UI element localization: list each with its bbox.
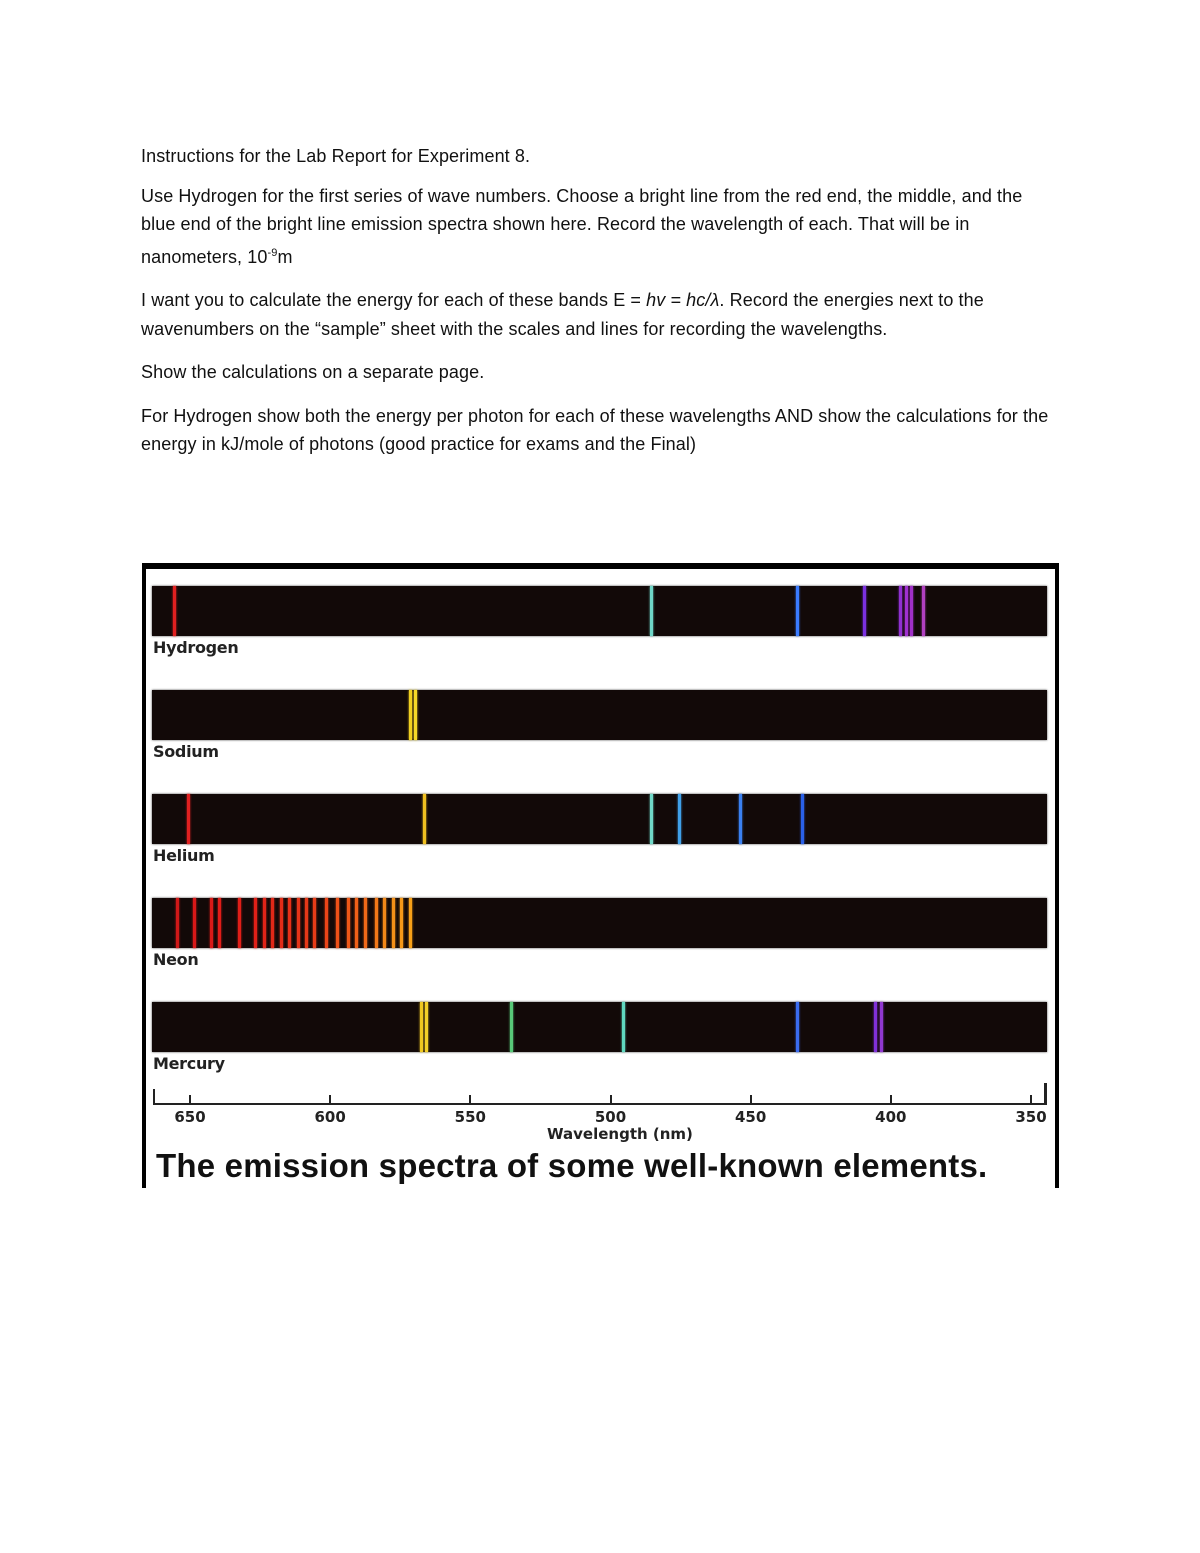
figure-caption: The emission spectra of some well-known elements. bbox=[156, 1147, 988, 1184]
emission-line bbox=[254, 898, 257, 948]
emission-line bbox=[187, 794, 190, 844]
emission-line bbox=[355, 898, 358, 948]
emission-line bbox=[313, 898, 316, 948]
element-label-neon: Neon bbox=[153, 950, 199, 969]
emission-line bbox=[193, 898, 196, 948]
emission-line bbox=[409, 898, 412, 948]
figure-left-border bbox=[142, 569, 146, 1188]
axis-tick bbox=[189, 1095, 191, 1105]
tick-label: 450 bbox=[735, 1108, 767, 1126]
emission-line bbox=[899, 586, 902, 636]
axis-left-end bbox=[153, 1089, 155, 1105]
tick-label: 550 bbox=[454, 1108, 486, 1126]
emission-line bbox=[288, 898, 291, 948]
spectrum-strip-helium bbox=[152, 794, 1047, 844]
emission-line bbox=[297, 898, 300, 948]
paragraph-energy-calc bbox=[141, 286, 1061, 343]
emission-line bbox=[210, 898, 213, 948]
axis-tick bbox=[890, 1095, 892, 1105]
paragraph-hydrogen-series bbox=[141, 182, 1061, 272]
emission-line bbox=[347, 898, 350, 948]
axis-label: Wavelength (nm) bbox=[547, 1125, 693, 1143]
paragraph-kj-mole: For Hydrogen show both the energy per photon for each of these wavelengths AND show the calculations for the energy in kJ/mole of photons (good practice for exams and the Final) bbox=[141, 405, 1049, 454]
para1-unit: m bbox=[277, 246, 293, 267]
doc-title: Instructions for the Lab Report for Experiment 8. bbox=[141, 146, 531, 166]
emission-line bbox=[423, 794, 426, 844]
emission-line bbox=[425, 1002, 428, 1052]
spectrum-strip-hydrogen bbox=[152, 586, 1047, 636]
emission-line bbox=[910, 586, 913, 636]
axis-tick bbox=[750, 1095, 752, 1105]
emission-line bbox=[874, 1002, 877, 1052]
paragraph-show-calculations: Show the calculations on a separate page. bbox=[141, 362, 485, 382]
emission-line bbox=[650, 586, 653, 636]
emission-line bbox=[263, 898, 266, 948]
emission-line bbox=[392, 898, 395, 948]
emission-line bbox=[383, 898, 386, 948]
emission-line bbox=[414, 690, 417, 740]
element-label-hydrogen: Hydrogen bbox=[153, 638, 239, 657]
emission-line bbox=[400, 898, 403, 948]
emission-line bbox=[336, 898, 339, 948]
element-label-sodium: Sodium bbox=[153, 742, 219, 761]
emission-line bbox=[176, 898, 179, 948]
axis-tick bbox=[610, 1095, 612, 1105]
emission-line bbox=[922, 586, 925, 636]
emission-line bbox=[796, 1002, 799, 1052]
emission-line bbox=[409, 690, 412, 740]
emission-line bbox=[796, 586, 799, 636]
axis-tick bbox=[329, 1095, 331, 1105]
energy-formula: hv = hc/λ bbox=[646, 290, 720, 310]
wavelength-axis bbox=[153, 1103, 1046, 1105]
emission-line bbox=[622, 1002, 625, 1052]
axis-right-end bbox=[1044, 1083, 1047, 1105]
emission-line bbox=[218, 898, 221, 948]
para2-text-a: I want you to calculate the energy for each of these bands E = bbox=[141, 290, 647, 310]
tick-label: 500 bbox=[594, 1108, 627, 1126]
emission-spectra-figure bbox=[142, 563, 1059, 1188]
emission-line bbox=[863, 586, 866, 636]
exponent: -9 bbox=[267, 246, 278, 259]
spectrum-strip-sodium bbox=[152, 690, 1047, 740]
spectrum-strip-neon bbox=[152, 898, 1047, 948]
element-label-mercury: Mercury bbox=[153, 1054, 225, 1073]
tick-label: 650 bbox=[174, 1108, 206, 1126]
emission-line bbox=[305, 898, 308, 948]
emission-line bbox=[739, 794, 742, 844]
tick-label: 600 bbox=[314, 1108, 346, 1126]
emission-line bbox=[420, 1002, 423, 1052]
element-label-helium: Helium bbox=[153, 846, 215, 865]
emission-line bbox=[238, 898, 241, 948]
emission-line bbox=[510, 1002, 513, 1052]
axis-tick bbox=[1030, 1095, 1032, 1105]
emission-line bbox=[880, 1002, 883, 1052]
emission-line bbox=[905, 586, 908, 636]
emission-line bbox=[801, 794, 804, 844]
emission-line bbox=[280, 898, 283, 948]
emission-line bbox=[375, 898, 378, 948]
tick-label: 400 bbox=[875, 1108, 907, 1126]
para1-text: Use Hydrogen for the first series of wave numbers. Choose a bright line from the red end, the middle, and the blue end of the bright line emission spectra shown here. Record the wavelength of each. That will be in nanometers, 10 bbox=[141, 185, 1023, 267]
emission-line bbox=[325, 898, 328, 948]
emission-line bbox=[271, 898, 274, 948]
figure-right-border bbox=[1055, 569, 1059, 1188]
tick-label: 350 bbox=[1015, 1108, 1047, 1126]
emission-line bbox=[650, 794, 653, 844]
emission-line bbox=[173, 586, 176, 636]
instructions-text bbox=[141, 142, 1061, 474]
axis-tick bbox=[469, 1095, 471, 1105]
emission-line bbox=[364, 898, 367, 948]
emission-line bbox=[678, 794, 681, 844]
para2-text-b: . Record the energies next to the wavenumbers on the “sample” sheet with the scales and lines for recording the wavelengths. bbox=[141, 290, 984, 339]
spectrum-strip-mercury bbox=[152, 1002, 1047, 1052]
